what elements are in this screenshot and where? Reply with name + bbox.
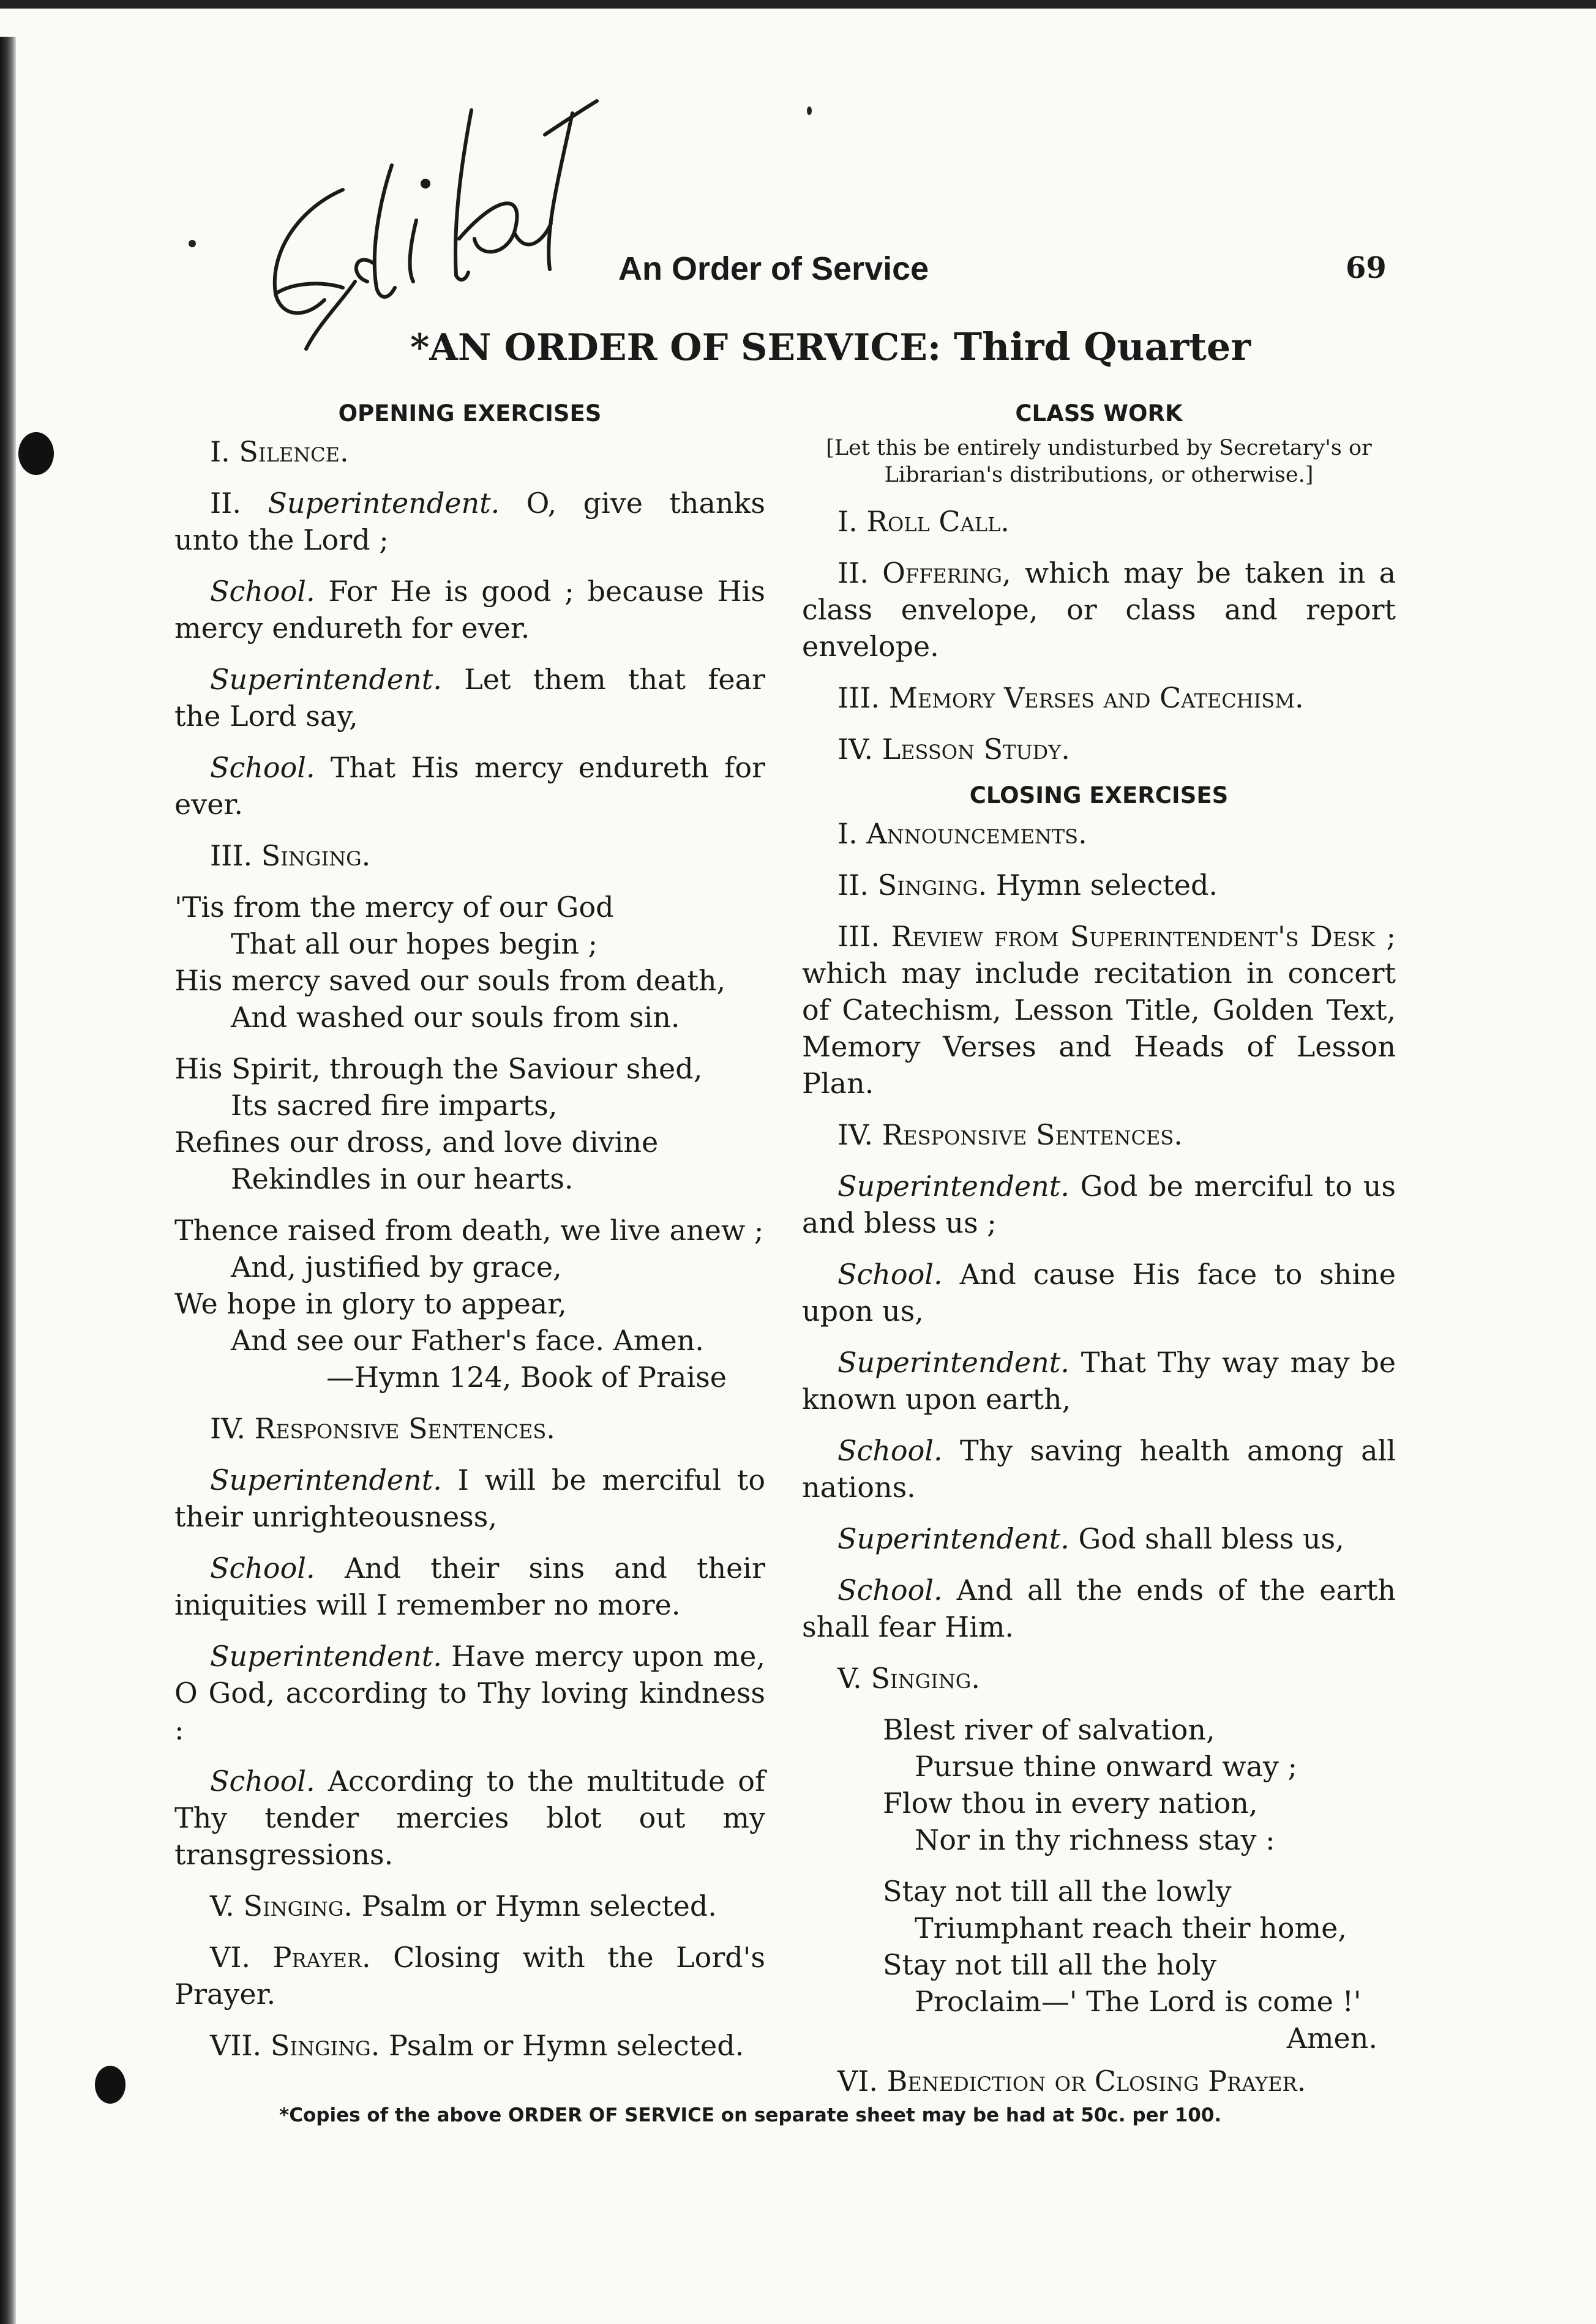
response-line: II. Superintendent. O, give thanks unto the Lord ; bbox=[174, 487, 765, 556]
response-line: School. That His mercy endureth for ever. bbox=[174, 751, 765, 821]
page-number: 69 bbox=[1346, 251, 1387, 285]
class-work-note: [Let this be entirely undisturbed by Secretary's or Librarian's distributions, or otherwise.] bbox=[826, 436, 1372, 487]
closing-exercises-heading: CLOSING EXERCISES bbox=[969, 782, 1229, 809]
verse-line: His mercy saved our souls from death, bbox=[174, 964, 726, 997]
item-benediction: VI. Benediction or Closing Prayer. bbox=[837, 2064, 1306, 2098]
verse-line: Its sacred fire imparts, bbox=[231, 1089, 558, 1122]
punch-hole bbox=[18, 432, 54, 475]
title-main: *AN ORDER OF SERVICE: bbox=[410, 326, 942, 369]
item-roll-call: I. Roll Call. bbox=[837, 505, 1010, 538]
response-line: Superintendent. Let them that fear the Lord say, bbox=[174, 663, 765, 733]
opening-exercises-heading: OPENING EXERCISES bbox=[338, 400, 602, 427]
hymn-stanza bbox=[174, 1212, 765, 1396]
hymn-source: —Hymn 124, Book of Praise bbox=[326, 1361, 727, 1394]
right-column bbox=[802, 398, 1396, 2099]
response-line: Superintendent. God shall bless us, bbox=[837, 1522, 1344, 1555]
hymn-stanza bbox=[802, 1873, 1396, 2057]
hymn-stanza bbox=[174, 1050, 765, 1197]
verse-line: We hope in glory to appear, bbox=[174, 1287, 567, 1320]
title-subtitle: Third Quarter bbox=[954, 324, 1251, 369]
page-top-edge bbox=[0, 0, 1596, 9]
item-prayer: VI. Prayer. Closing with the Lord's Prayer. bbox=[174, 1941, 766, 2011]
punch-hole bbox=[95, 2066, 126, 2104]
verse-line: Stay not till all the lowly bbox=[883, 1875, 1232, 1908]
verse-line: And see our Father's face. Amen. bbox=[231, 1324, 704, 1357]
item-announcements: I. Announcements. bbox=[837, 817, 1087, 850]
response-line: School. For He is good ; because His mercy endureth for ever. bbox=[174, 575, 766, 645]
item-singing: V. Singing. Psalm or Hymn selected. bbox=[210, 1889, 717, 1922]
item-silence: I. Silence. bbox=[210, 435, 349, 468]
response-line: Superintendent. I will be merciful to their unrighteousness, bbox=[174, 1463, 766, 1533]
verse-line: Triumphant reach their home, bbox=[915, 1911, 1347, 1945]
verse-line: 'Tis from the mercy of our God bbox=[174, 891, 614, 924]
item-singing: VII. Singing. Psalm or Hymn selected. bbox=[210, 2029, 744, 2062]
item-memory-verses: III. Memory Verses and Catechism. bbox=[837, 681, 1304, 714]
page-title bbox=[410, 324, 1251, 369]
left-column bbox=[174, 398, 765, 2064]
verse-line: Proclaim—' The Lord is come !' bbox=[915, 1985, 1362, 2018]
response-line: School. Thy saving health among all nations. bbox=[802, 1434, 1396, 1504]
verse-line: His Spirit, through the Saviour shed, bbox=[174, 1052, 703, 1085]
verse-line: And, justified by grace, bbox=[231, 1250, 562, 1283]
item-review: III. Review from Superintendent's Desk ; which may include recitation in concert of Catechism, Lesson Title, Golden Text, Memory Verses and Heads of Lesson Plan. bbox=[802, 920, 1396, 1100]
verse-line: Pursue thine onward way ; bbox=[915, 1750, 1298, 1783]
item-responsive-sentences: IV. Responsive Sentences. bbox=[210, 1412, 555, 1445]
item-responsive-sentences: IV. Responsive Sentences. bbox=[837, 1118, 1183, 1151]
verse-line: Blest river of salvation, bbox=[883, 1713, 1215, 1746]
item-lesson-study: IV. Lesson Study. bbox=[837, 733, 1070, 766]
binding-edge bbox=[0, 37, 16, 2324]
response-line: Superintendent. That Thy way may be known upon earth, bbox=[802, 1346, 1396, 1416]
speck bbox=[189, 240, 196, 247]
running-head: An Order of Service bbox=[618, 250, 929, 287]
response-line: School. And all the ends of the earth shall fear Him. bbox=[802, 1574, 1396, 1643]
item-singing: V. Singing. bbox=[837, 1662, 980, 1695]
speck bbox=[807, 106, 812, 115]
class-work-heading: CLASS WORK bbox=[1015, 400, 1183, 427]
verse-line: Refines our dross, and love divine bbox=[174, 1126, 659, 1159]
verse-line: That all our hopes begin ; bbox=[231, 927, 598, 960]
item-singing: III. Singing. bbox=[210, 839, 371, 872]
verse-line: Rekindles in our hearts. bbox=[231, 1162, 574, 1195]
response-line: Superintendent. God be merciful to us and bless us ; bbox=[802, 1170, 1396, 1239]
item-singing: II. Singing. Hymn selected. bbox=[837, 869, 1218, 902]
footnote: *Copies of the above ORDER OF SERVICE on separate sheet may be had at 50c. per 100. bbox=[279, 2104, 1222, 2126]
response-line: School. And their sins and their iniquities will I remember no more. bbox=[174, 1552, 766, 1621]
hymn-stanza bbox=[174, 889, 765, 1036]
item-offering: II. Offering, which may be taken in a class envelope, or class and report envelope. bbox=[802, 556, 1396, 663]
response-line: Superintendent. Have mercy upon me, O God, according to Thy loving kindness : bbox=[174, 1640, 765, 1746]
verse-line: Thence raised from death, we live anew ; bbox=[174, 1214, 764, 1247]
hymn-stanza bbox=[802, 1711, 1396, 1858]
response-line: School. And cause His face to shine upon us, bbox=[802, 1258, 1396, 1328]
verse-line: Stay not till all the holy bbox=[883, 1948, 1217, 1981]
verse-line: Nor in thy richness stay : bbox=[915, 1823, 1275, 1856]
verse-line: And washed our souls from sin. bbox=[231, 1001, 680, 1034]
response-line: School. According to the multitude of Thy tender mercies blot out my transgressions. bbox=[174, 1765, 765, 1871]
verse-line: Flow thou in every nation, bbox=[883, 1787, 1258, 1820]
hymn-amen: Amen. bbox=[1286, 2022, 1377, 2055]
